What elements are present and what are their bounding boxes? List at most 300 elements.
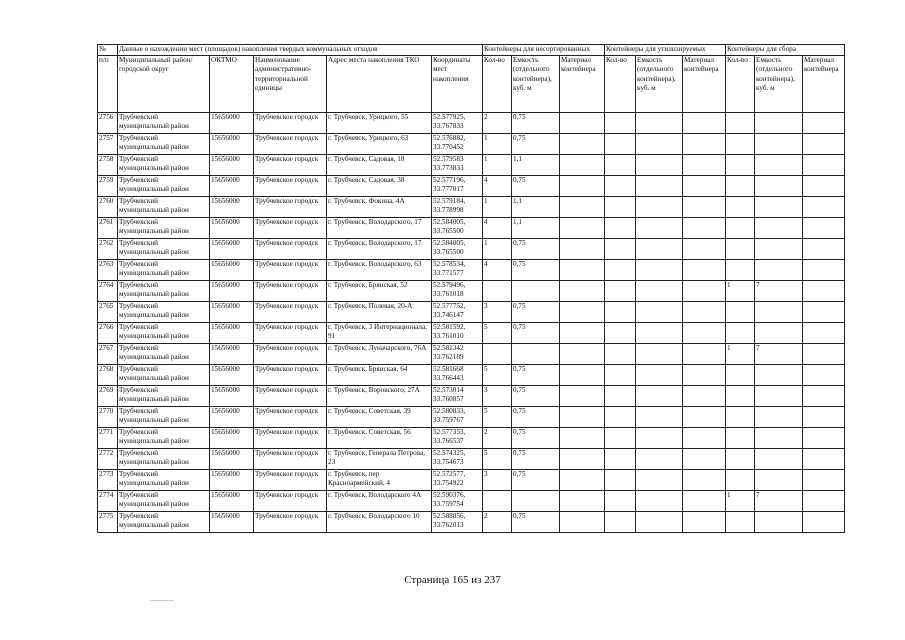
district-cell: Трубчевский муниципальный район <box>118 301 210 322</box>
coords-cell: 52.584005, 33.765500 <box>432 217 483 238</box>
oktmo-cell: 15656000 <box>210 427 254 448</box>
unsorted-material-cell <box>560 448 605 469</box>
util-volume-cell <box>636 280 683 301</box>
unsorted-count-cell: 1 <box>483 196 512 217</box>
oktmo-cell: 15656000 <box>210 385 254 406</box>
header-unit: Наименование административно-территориальной единицы <box>254 55 327 112</box>
unsorted-volume-cell: 0,75 <box>512 238 560 259</box>
collect-material-cell <box>803 385 845 406</box>
collect-volume-cell <box>755 364 803 385</box>
unsorted-volume-cell: 0,75 <box>512 406 560 427</box>
collect-volume-cell <box>755 196 803 217</box>
oktmo-cell: 15656000 <box>210 490 254 511</box>
row-number: 2760 <box>98 196 118 217</box>
util-material-cell <box>683 511 726 532</box>
row-number: 2763 <box>98 259 118 280</box>
collect-count-cell <box>726 511 755 532</box>
row-number: 2775 <box>98 511 118 532</box>
oktmo-cell: 15656000 <box>210 343 254 364</box>
oktmo-cell: 15656000 <box>210 301 254 322</box>
util-count-cell <box>605 343 636 364</box>
unit-cell: Трубчевское городск <box>254 301 327 322</box>
util-count-cell <box>605 301 636 322</box>
table-row <box>98 217 845 238</box>
collect-material-cell <box>803 301 845 322</box>
table-row <box>98 448 845 469</box>
unit-cell: Трубчевское городск <box>254 448 327 469</box>
util-count-cell <box>605 385 636 406</box>
unsorted-material-cell <box>560 490 605 511</box>
district-cell: Трубчевский муниципальный район <box>118 364 210 385</box>
coords-cell: 52.584005, 33.765500 <box>432 238 483 259</box>
util-count-cell <box>605 175 636 196</box>
collect-volume-cell: 7 <box>755 280 803 301</box>
unit-cell: Трубчевское городск <box>254 238 327 259</box>
row-number: 2759 <box>98 175 118 196</box>
table-row <box>98 511 845 532</box>
util-material-cell <box>683 175 726 196</box>
row-number: 2768 <box>98 364 118 385</box>
collect-count-cell <box>726 175 755 196</box>
coords-cell: 52.579583 33.773833 <box>432 154 483 175</box>
unsorted-count-cell: 4 <box>483 259 512 280</box>
unit-cell: Трубчевское городск <box>254 490 327 511</box>
oktmo-cell: 15656000 <box>210 511 254 532</box>
collect-material-cell <box>803 364 845 385</box>
util-material-cell <box>683 301 726 322</box>
district-cell: Трубчевский муниципальный район <box>118 427 210 448</box>
district-cell: Трубчевский муниципальный район <box>118 175 210 196</box>
collect-volume-cell <box>755 259 803 280</box>
address-cell: г. Трубчевск, Володарского, 17 <box>327 238 432 259</box>
collect-count-cell <box>726 112 755 133</box>
address-cell: г. Трубчевск, Садовая, 18 <box>327 154 432 175</box>
oktmo-cell: 15656000 <box>210 154 254 175</box>
collect-volume-cell: 7 <box>755 343 803 364</box>
unsorted-count-cell: 3 <box>483 385 512 406</box>
address-cell: г. Трубчевск, Володарского 4А <box>327 490 432 511</box>
oktmo-cell: 15656000 <box>210 259 254 280</box>
unsorted-volume-cell: 1,1 <box>512 217 560 238</box>
address-cell: г. Трубчевск, Урицкого, 63 <box>327 133 432 154</box>
collect-material-cell <box>803 196 845 217</box>
address-cell: г. Трубчевск, Полевая, 20-А <box>327 301 432 322</box>
unsorted-material-cell <box>560 154 605 175</box>
unsorted-volume-cell <box>512 343 560 364</box>
district-cell: Трубчевский муниципальный район <box>118 511 210 532</box>
coords-cell: 52.588856, 33.762013 <box>432 511 483 532</box>
row-number: 2766 <box>98 322 118 343</box>
district-cell: Трубчевский муниципальный район <box>118 385 210 406</box>
address-cell: г. Трубчевск, Володарского 10 <box>327 511 432 532</box>
unsorted-count-cell: 4 <box>483 217 512 238</box>
unsorted-material-cell <box>560 343 605 364</box>
util-count-cell <box>605 280 636 301</box>
unsorted-count-cell: 5 <box>483 406 512 427</box>
util-material-cell <box>683 406 726 427</box>
header-util-count: Кол-во <box>605 55 636 112</box>
util-volume-cell <box>636 469 683 490</box>
district-cell: Трубчевский муниципальный район <box>118 448 210 469</box>
unsorted-material-cell <box>560 406 605 427</box>
unit-cell: Трубчевское городск <box>254 112 327 133</box>
oktmo-cell: 15656000 <box>210 196 254 217</box>
util-volume-cell <box>636 322 683 343</box>
unsorted-volume-cell: 0,75 <box>512 511 560 532</box>
collect-volume-cell <box>755 322 803 343</box>
header-unsorted-material: Материал контейнера <box>560 55 605 112</box>
unsorted-material-cell <box>560 196 605 217</box>
district-cell: Трубчевский муниципальный район <box>118 154 210 175</box>
util-material-cell <box>683 238 726 259</box>
table-row <box>98 322 845 343</box>
address-cell: г. Трубчевск, Генерала Петрова, 23 <box>327 448 432 469</box>
unsorted-volume-cell: 0,75 <box>512 133 560 154</box>
unsorted-count-cell: 2 <box>483 511 512 532</box>
oktmo-cell: 15656000 <box>210 322 254 343</box>
collect-count-cell <box>726 217 755 238</box>
district-cell: Трубчевский муниципальный район <box>118 133 210 154</box>
row-number: 2771 <box>98 427 118 448</box>
waste-sites-table <box>97 44 845 533</box>
coords-cell: 52.577353, 33.766537 <box>432 427 483 448</box>
unit-cell: Трубчевское городск <box>254 154 327 175</box>
table-row <box>98 385 845 406</box>
header-district: Муниципальный район/городской округ <box>118 55 210 112</box>
unsorted-count-cell: 5 <box>483 364 512 385</box>
util-volume-cell <box>636 427 683 448</box>
district-cell: Трубчевский муниципальный район <box>118 469 210 490</box>
table-row <box>98 175 845 196</box>
unit-cell: Трубчевское городск <box>254 196 327 217</box>
unsorted-count-cell <box>483 490 512 511</box>
unsorted-count-cell: 3 <box>483 469 512 490</box>
header-collect-volume: Емкость (отдельного контейнера), куб. м <box>755 55 803 112</box>
collect-material-cell <box>803 154 845 175</box>
table-row <box>98 196 845 217</box>
table-row <box>98 364 845 385</box>
collect-count-cell <box>726 406 755 427</box>
header-no-sub: п/п <box>98 55 118 112</box>
district-cell: Трубчевский муниципальный район <box>118 217 210 238</box>
unsorted-material-cell <box>560 217 605 238</box>
collect-count-cell <box>726 427 755 448</box>
util-count-cell <box>605 259 636 280</box>
district-cell: Трубчевский муниципальный район <box>118 343 210 364</box>
coords-cell: 52.590376, 33.759754 <box>432 490 483 511</box>
unsorted-volume-cell: 1,1 <box>512 154 560 175</box>
row-number: 2761 <box>98 217 118 238</box>
util-volume-cell <box>636 259 683 280</box>
unit-cell: Трубчевское городск <box>254 511 327 532</box>
collect-count-cell <box>726 301 755 322</box>
unsorted-material-cell <box>560 385 605 406</box>
util-material-cell <box>683 112 726 133</box>
oktmo-cell: 15656000 <box>210 238 254 259</box>
unsorted-count-cell: 5 <box>483 448 512 469</box>
util-count-cell <box>605 427 636 448</box>
header-row-groups <box>98 45 845 56</box>
unsorted-material-cell <box>560 322 605 343</box>
coords-cell: 52.574325, 33.754673 <box>432 448 483 469</box>
unsorted-volume-cell: 0,75 <box>512 469 560 490</box>
collect-volume-cell <box>755 154 803 175</box>
table-row <box>98 427 845 448</box>
collect-material-cell <box>803 280 845 301</box>
header-collect-material: Материал контейнера <box>803 55 845 112</box>
collect-volume-cell <box>755 112 803 133</box>
oktmo-cell: 15656000 <box>210 280 254 301</box>
table-row <box>98 133 845 154</box>
address-cell: г. Трубчевск, 3 Интернационала, 91 <box>327 322 432 343</box>
collect-material-cell <box>803 217 845 238</box>
collect-volume-cell <box>755 238 803 259</box>
oktmo-cell: 15656000 <box>210 448 254 469</box>
scan-mark <box>150 600 174 601</box>
collect-material-cell <box>803 511 845 532</box>
collect-material-cell <box>803 238 845 259</box>
util-volume-cell <box>636 133 683 154</box>
collect-material-cell <box>803 406 845 427</box>
unit-cell: Трубчевское городск <box>254 280 327 301</box>
collect-volume-cell <box>755 427 803 448</box>
collect-material-cell <box>803 112 845 133</box>
util-material-cell <box>683 217 726 238</box>
district-cell: Трубчевский муниципальный район <box>118 490 210 511</box>
unsorted-material-cell <box>560 511 605 532</box>
collect-count-cell <box>726 469 755 490</box>
unsorted-material-cell <box>560 175 605 196</box>
oktmo-cell: 15656000 <box>210 217 254 238</box>
table-row <box>98 112 845 133</box>
row-number: 2772 <box>98 448 118 469</box>
unsorted-volume-cell <box>512 280 560 301</box>
address-cell: г. Трубчевск, Воровского, 27А <box>327 385 432 406</box>
unsorted-volume-cell: 1,1 <box>512 196 560 217</box>
collect-material-cell <box>803 490 845 511</box>
header-group-util: Контейнеры для утилизируемых <box>605 45 726 56</box>
address-cell: г. Трубчевск, Урицкого, 55 <box>327 112 432 133</box>
collect-count-cell: 1 <box>726 490 755 511</box>
table-row <box>98 406 845 427</box>
header-row-columns <box>98 55 845 112</box>
header-unsorted-count: Кол-во <box>483 55 512 112</box>
util-material-cell <box>683 133 726 154</box>
collect-count-cell <box>726 238 755 259</box>
header-unsorted-volume: Емкость (отдельного контейнера), куб. м <box>512 55 560 112</box>
util-volume-cell <box>636 301 683 322</box>
coords-cell: 52.580833, 33.759767 <box>432 406 483 427</box>
collect-count-cell <box>726 385 755 406</box>
util-material-cell <box>683 280 726 301</box>
util-volume-cell <box>636 112 683 133</box>
table-row <box>98 301 845 322</box>
collect-count-cell: 1 <box>726 280 755 301</box>
unsorted-material-cell <box>560 427 605 448</box>
coords-cell: 52.577925, 33.767833 <box>432 112 483 133</box>
collect-material-cell <box>803 448 845 469</box>
coords-cell: 52.577752, 33.746147 <box>432 301 483 322</box>
util-volume-cell <box>636 217 683 238</box>
collect-material-cell <box>803 259 845 280</box>
util-material-cell <box>683 154 726 175</box>
coords-cell: 52.576882, 33.770452 <box>432 133 483 154</box>
coords-cell: 52.581668 33.766443 <box>432 364 483 385</box>
row-number: 2758 <box>98 154 118 175</box>
unsorted-material-cell <box>560 259 605 280</box>
collect-material-cell <box>803 133 845 154</box>
unsorted-volume-cell: 0,75 <box>512 448 560 469</box>
header-oktmo: ОКТМО <box>210 55 254 112</box>
unsorted-count-cell <box>483 280 512 301</box>
util-material-cell <box>683 385 726 406</box>
header-util-volume: Емкость (отдельного контейнера), куб. м <box>636 55 683 112</box>
row-number: 2773 <box>98 469 118 490</box>
row-number: 2757 <box>98 133 118 154</box>
header-address: Адрес места накопления ТКО <box>327 55 432 112</box>
unsorted-material-cell <box>560 469 605 490</box>
unit-cell: Трубчевское городск <box>254 364 327 385</box>
row-number: 2764 <box>98 280 118 301</box>
util-volume-cell <box>636 196 683 217</box>
table-row <box>98 238 845 259</box>
unsorted-volume-cell <box>512 490 560 511</box>
util-material-cell <box>683 343 726 364</box>
address-cell: г. Трубчевск, Советская, 39 <box>327 406 432 427</box>
collect-count-cell <box>726 364 755 385</box>
collect-count-cell <box>726 322 755 343</box>
address-cell: г. Трубчевск, Володарского, 17 <box>327 217 432 238</box>
unit-cell: Трубчевское городск <box>254 217 327 238</box>
unsorted-material-cell <box>560 280 605 301</box>
district-cell: Трубчевский муниципальный район <box>118 280 210 301</box>
coords-cell: 52.579184, 33.778998 <box>432 196 483 217</box>
collect-count-cell: 1 <box>726 343 755 364</box>
unit-cell: Трубчевское городск <box>254 385 327 406</box>
header-group-unsorted: Контейнеры для несортированных <box>483 45 605 56</box>
collect-volume-cell <box>755 301 803 322</box>
collect-material-cell <box>803 427 845 448</box>
collect-count-cell <box>726 196 755 217</box>
collect-volume-cell <box>755 217 803 238</box>
util-material-cell <box>683 427 726 448</box>
table-row <box>98 343 845 364</box>
unsorted-material-cell <box>560 364 605 385</box>
unsorted-count-cell: 2 <box>483 427 512 448</box>
collect-material-cell <box>803 175 845 196</box>
unsorted-count-cell: 1 <box>483 154 512 175</box>
unsorted-volume-cell: 0,75 <box>512 301 560 322</box>
district-cell: Трубчевский муниципальный район <box>118 196 210 217</box>
util-count-cell <box>605 448 636 469</box>
district-cell: Трубчевский муниципальный район <box>118 259 210 280</box>
oktmo-cell: 15656000 <box>210 406 254 427</box>
util-volume-cell <box>636 364 683 385</box>
district-cell: Трубчевский муниципальный район <box>118 322 210 343</box>
collect-volume-cell <box>755 406 803 427</box>
collect-material-cell <box>803 469 845 490</box>
collect-volume-cell <box>755 469 803 490</box>
unit-cell: Трубчевское городск <box>254 259 327 280</box>
util-material-cell <box>683 322 726 343</box>
unit-cell: Трубчевское городск <box>254 406 327 427</box>
row-number: 2770 <box>98 406 118 427</box>
unsorted-volume-cell: 0,75 <box>512 175 560 196</box>
unsorted-count-cell: 4 <box>483 175 512 196</box>
coords-cell: 52.578534, 33.771577 <box>432 259 483 280</box>
util-count-cell <box>605 238 636 259</box>
oktmo-cell: 15656000 <box>210 364 254 385</box>
address-cell: г. Трубчевск, Брянская, 52 <box>327 280 432 301</box>
util-count-cell <box>605 511 636 532</box>
table-row <box>98 154 845 175</box>
row-number: 2765 <box>98 301 118 322</box>
util-count-cell <box>605 364 636 385</box>
collect-count-cell <box>726 133 755 154</box>
unit-cell: Трубчевское городск <box>254 322 327 343</box>
unsorted-count-cell: 2 <box>483 112 512 133</box>
unsorted-count-cell: 5 <box>483 322 512 343</box>
unsorted-material-cell <box>560 112 605 133</box>
collect-count-cell <box>726 154 755 175</box>
util-count-cell <box>605 469 636 490</box>
unit-cell: Трубчевское городск <box>254 133 327 154</box>
util-volume-cell <box>636 175 683 196</box>
util-material-cell <box>683 196 726 217</box>
util-count-cell <box>605 406 636 427</box>
coords-cell: 52.572577, 33.754922 <box>432 469 483 490</box>
collect-count-cell <box>726 259 755 280</box>
util-volume-cell <box>636 343 683 364</box>
coords-cell: 52.573014 33.760857 <box>432 385 483 406</box>
util-material-cell <box>683 448 726 469</box>
unsorted-volume-cell: 0,75 <box>512 322 560 343</box>
address-cell: г. Трубчевск, Володарского, 63 <box>327 259 432 280</box>
unsorted-count-cell <box>483 343 512 364</box>
util-volume-cell <box>636 238 683 259</box>
row-number: 2767 <box>98 343 118 364</box>
collect-volume-cell <box>755 511 803 532</box>
district-cell: Трубчевский муниципальный район <box>118 112 210 133</box>
util-volume-cell <box>636 511 683 532</box>
address-cell: г. Трубчевск, пер Красноармейский, 4 <box>327 469 432 490</box>
unsorted-material-cell <box>560 238 605 259</box>
collect-volume-cell <box>755 448 803 469</box>
util-material-cell <box>683 259 726 280</box>
row-number: 2769 <box>98 385 118 406</box>
util-volume-cell <box>636 154 683 175</box>
header-group-collect: Контейнеры для сбора <box>726 45 845 56</box>
page-number: Страница 165 из 237 <box>404 574 501 586</box>
unit-cell: Трубчевское городск <box>254 175 327 196</box>
oktmo-cell: 15656000 <box>210 112 254 133</box>
district-cell: Трубчевский муниципальный район <box>118 406 210 427</box>
row-number: 2756 <box>98 112 118 133</box>
district-cell: Трубчевский муниципальный район <box>118 238 210 259</box>
table-row <box>98 490 845 511</box>
table-row <box>98 259 845 280</box>
unsorted-volume-cell: 0,75 <box>512 364 560 385</box>
header-util-material: Материал контейнера <box>683 55 726 112</box>
collect-volume-cell <box>755 133 803 154</box>
unsorted-count-cell: 1 <box>483 238 512 259</box>
collect-volume-cell: 7 <box>755 490 803 511</box>
unit-cell: Трубчевское городск <box>254 343 327 364</box>
coords-cell: 52.577196, 33.777017 <box>432 175 483 196</box>
unsorted-count-cell: 3 <box>483 301 512 322</box>
collect-material-cell <box>803 343 845 364</box>
util-count-cell <box>605 154 636 175</box>
